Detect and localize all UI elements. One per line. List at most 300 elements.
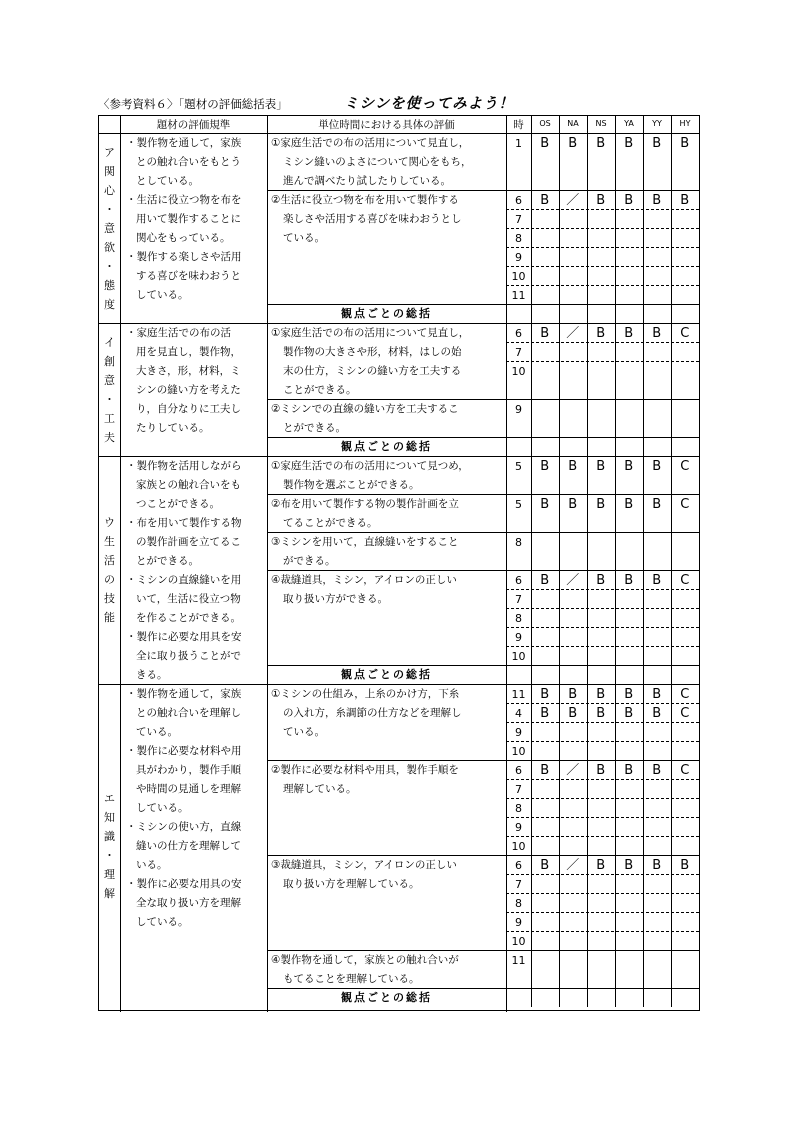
- section-label-char: 知: [104, 810, 115, 824]
- column-divider: [587, 855, 588, 950]
- grade-cell-hy: B: [680, 136, 690, 151]
- section-label-char: ・: [104, 202, 115, 216]
- grade-cell-os: B: [540, 193, 550, 208]
- grade-cell-hy: C: [680, 706, 690, 721]
- unit-eval-line: てることができる。: [283, 517, 378, 529]
- grade-cell-ns: B: [596, 326, 606, 341]
- grade-cell-ns: B: [596, 497, 606, 512]
- criteria-line: ・生活に役立つ物を布を: [126, 194, 242, 206]
- grade-cell-hy: C: [680, 763, 690, 778]
- hour-cell: 10: [511, 840, 526, 853]
- column-divider: [506, 116, 507, 1012]
- section-label-char: 意: [104, 373, 115, 387]
- unit-eval-u-3: [267, 533, 506, 571]
- column-divider: [615, 437, 616, 456]
- column-divider: [531, 399, 532, 437]
- hour-cell: 7: [515, 783, 522, 796]
- criteria-line: 大きさ，形，材料，ミ: [136, 365, 241, 377]
- grade-cell-yy: B: [652, 687, 662, 702]
- grade-cell-na: ／: [566, 573, 580, 588]
- hour-cell: 9: [515, 726, 522, 739]
- hour-cell: 8: [515, 612, 522, 625]
- header-student-ya: YA: [624, 119, 634, 128]
- unit-eval-line: 楽しさや活用する喜びを味わおうとし: [283, 213, 462, 225]
- criteria-line: 関心をもっている。: [136, 232, 231, 244]
- grade-cell-ns: B: [596, 858, 606, 873]
- section-label-char: 態: [104, 278, 115, 292]
- grade-cell-os: B: [540, 858, 550, 873]
- grade-cell-ya: B: [624, 136, 634, 151]
- column-divider: [559, 665, 560, 684]
- hour-cell: 10: [511, 745, 526, 758]
- column-divider: [587, 570, 588, 665]
- grade-cell-ya: B: [624, 497, 634, 512]
- grade-cell-ns: B: [596, 193, 606, 208]
- section-label-char: 識: [104, 829, 115, 843]
- column-divider: [615, 760, 616, 855]
- grade-cell-os: B: [540, 136, 550, 151]
- column-divider: [559, 437, 560, 456]
- column-divider: [531, 760, 532, 855]
- column-divider: [671, 532, 672, 570]
- grade-cell-yy: B: [652, 136, 662, 151]
- column-divider: [559, 684, 560, 760]
- column-divider: [615, 304, 616, 323]
- section-label-char: 理: [104, 867, 115, 881]
- column-divider: [559, 494, 560, 532]
- criteria-line: つことができる。: [136, 498, 220, 510]
- grade-cell-ya: B: [624, 687, 634, 702]
- grade-cell-hy: B: [680, 858, 690, 873]
- column-divider: [615, 494, 616, 532]
- section-label-char: 解: [104, 886, 115, 900]
- criteria-line: ・製作する楽しさや活用: [126, 251, 242, 263]
- column-divider: [559, 190, 560, 304]
- hour-cell: 9: [515, 631, 522, 644]
- grade-cell-hy: C: [680, 459, 690, 474]
- grade-cell-yy: B: [652, 858, 662, 873]
- column-divider: [643, 494, 644, 532]
- criteria-line: 用を見直し，製作物，: [136, 346, 241, 358]
- criteria-u: [120, 457, 267, 685]
- criteria-line: たりしている。: [136, 422, 210, 434]
- column-divider: [671, 190, 672, 304]
- column-divider: [671, 133, 672, 190]
- header-student-hy: HY: [679, 119, 691, 128]
- unit-eval-line: ことができる。: [283, 384, 357, 396]
- grade-cell-ya: B: [624, 193, 634, 208]
- criteria-line: いて，生活に役立つ物: [136, 593, 241, 605]
- criteria-line: ・製作に必要な用具の安: [126, 878, 242, 890]
- grade-cell-hy: C: [680, 687, 690, 702]
- hour-cell: 8: [515, 897, 522, 910]
- hour-cell: 1: [515, 137, 522, 150]
- grade-cell-yy: B: [652, 193, 662, 208]
- grade-cell-na: ／: [566, 326, 580, 341]
- hour-cell: 9: [515, 251, 522, 264]
- criteria-line: する喜びを味わおうと: [136, 270, 241, 282]
- unit-eval-line: ①家庭生活での布の活用について見つめ，: [271, 460, 469, 472]
- column-divider: [643, 532, 644, 570]
- section-label-e: [99, 789, 120, 903]
- grade-cell-os: B: [540, 573, 550, 588]
- column-divider: [587, 437, 588, 456]
- grade-cell-ya: B: [624, 326, 634, 341]
- column-divider: [643, 665, 644, 684]
- unit-eval-line: ている。: [283, 726, 325, 738]
- grade-cell-na: ／: [566, 193, 580, 208]
- grade-cell-ns: B: [596, 136, 606, 151]
- unit-eval-line: の入れ方，糸調節の仕方などを理解し: [283, 707, 462, 719]
- section-label-u: [99, 513, 120, 627]
- unit-eval-line: 理解している。: [283, 783, 357, 795]
- criteria-line: 家族との触れ合いをも: [136, 479, 241, 491]
- criteria-line: との触れ合いを理解し: [136, 707, 241, 719]
- column-divider: [671, 437, 672, 456]
- unit-eval-line: ④製作物を通して，家族との触れ合いが: [271, 954, 459, 966]
- grade-cell-ns: B: [596, 573, 606, 588]
- criteria-i: [120, 324, 267, 438]
- unit-eval-line: ている。: [283, 232, 325, 244]
- unit-eval-e-4: [267, 951, 506, 989]
- column-divider: [559, 532, 560, 570]
- criteria-line: とができる。: [136, 555, 199, 567]
- hour-cell: 6: [515, 764, 522, 777]
- criteria-line: ・布を用いて製作する物: [126, 517, 242, 529]
- grade-cell-yy: B: [652, 706, 662, 721]
- hour-cell: 9: [515, 916, 522, 929]
- hour-cell: 8: [515, 536, 522, 549]
- hour-cell: 7: [515, 346, 522, 359]
- column-divider: [671, 456, 672, 494]
- criteria-line: いる。: [136, 859, 168, 871]
- summary-row-label: 観点ごとの総括: [341, 440, 432, 453]
- document-title: 〈参考資料６〉「題材の評価総括表」: [98, 97, 288, 111]
- hour-cell: 6: [515, 574, 522, 587]
- grade-cell-yy: B: [652, 459, 662, 474]
- criteria-line: している。: [136, 916, 189, 928]
- column-divider: [643, 437, 644, 456]
- hour-cell: 4: [515, 707, 522, 720]
- column-divider: [671, 570, 672, 665]
- criteria-a: [120, 134, 267, 305]
- unit-eval-line: 取り扱い方を理解している。: [283, 878, 420, 890]
- grade-cell-na: B: [568, 706, 578, 721]
- criteria-line: や時間の見通しを理解: [136, 783, 241, 795]
- column-divider: [615, 133, 616, 190]
- section-label-i: [99, 333, 120, 447]
- unit-eval-line: ミシン縫いのよさについて関心をもち，: [283, 156, 472, 168]
- grade-cell-ya: B: [624, 573, 634, 588]
- header-student-os: OS: [539, 119, 551, 128]
- hour-cell: 5: [515, 498, 522, 511]
- hour-cell: 6: [515, 327, 522, 340]
- criteria-line: を作ることができる。: [136, 612, 241, 624]
- column-divider: [615, 456, 616, 494]
- unit-eval-line: ②製作に必要な材料や用具，製作手順を: [271, 764, 459, 776]
- criteria-line: ている。: [136, 726, 178, 738]
- summary-row-label: 観点ごとの総括: [341, 668, 432, 681]
- grade-cell-na: B: [568, 497, 578, 512]
- column-divider: [615, 950, 616, 988]
- hour-cell: 11: [511, 688, 526, 701]
- column-divider: [615, 399, 616, 437]
- grade-cell-ns: B: [596, 459, 606, 474]
- column-divider: [671, 323, 672, 399]
- unit-eval-a-1: [267, 134, 506, 191]
- hour-cell: 11: [511, 954, 526, 967]
- section-label-char: ・: [104, 848, 115, 862]
- section-label-char: 活: [104, 554, 115, 567]
- column-divider: [587, 456, 588, 494]
- column-divider: [643, 570, 644, 665]
- grade-cell-hy: C: [680, 497, 690, 512]
- criteria-line: 全な取り扱い方を理解: [136, 897, 241, 909]
- grade-cell-yy: B: [652, 326, 662, 341]
- section-label-char: 欲: [104, 240, 115, 254]
- section-label-char: の: [104, 573, 115, 586]
- grade-cell-yy: B: [652, 573, 662, 588]
- grade-cell-hy: C: [680, 326, 690, 341]
- unit-eval-e-3: [267, 856, 506, 894]
- criteria-line: 用いて製作することに: [136, 213, 241, 225]
- hour-cell: 8: [515, 802, 522, 815]
- section-label-char: 心: [104, 183, 115, 197]
- criteria-line: している。: [136, 289, 189, 301]
- section-label-char: エ: [104, 791, 115, 805]
- column-divider: [531, 532, 532, 570]
- criteria-line: ・ミシンの使い方，直線: [126, 821, 242, 833]
- grade-cell-os: B: [540, 459, 550, 474]
- column-divider: [615, 988, 616, 1007]
- hour-cell: 5: [515, 460, 522, 473]
- column-divider: [531, 988, 532, 1007]
- unit-eval-e-2: [267, 761, 506, 799]
- unit-eval-line: ②生活に役立つ物を布を用いて製作する: [271, 194, 459, 206]
- criteria-line: ・家庭生活での布の活: [126, 327, 231, 339]
- column-divider: [643, 456, 644, 494]
- column-divider: [587, 190, 588, 304]
- unit-eval-line: 製作物の大きさや形，材料，はしの始: [283, 346, 462, 358]
- unit-eval-line: 取り扱い方ができる。: [283, 593, 388, 605]
- section-label-char: 関: [104, 164, 115, 178]
- column-divider: [643, 760, 644, 855]
- criteria-line: ・製作に必要な用具を安: [126, 631, 242, 643]
- section-label-char: 工: [104, 411, 115, 425]
- hour-cell: 10: [511, 935, 526, 948]
- criteria-line: している。: [136, 802, 189, 814]
- column-divider: [615, 116, 616, 133]
- column-divider: [587, 684, 588, 760]
- column-divider: [643, 116, 644, 133]
- grade-cell-yy: B: [652, 763, 662, 778]
- hour-cell: 7: [515, 878, 522, 891]
- column-divider: [587, 323, 588, 399]
- column-divider: [559, 304, 560, 323]
- unit-eval-line: 製作物を選ぶことができる。: [283, 479, 420, 491]
- theme-title: ミシンを使ってみよう！: [344, 96, 515, 112]
- criteria-line: きる。: [136, 669, 168, 681]
- column-divider: [531, 190, 532, 304]
- unit-eval-line: とができる。: [283, 422, 346, 434]
- hour-cell: 10: [511, 650, 526, 663]
- column-divider: [531, 950, 532, 988]
- grade-cell-ya: B: [624, 763, 634, 778]
- column-divider: [587, 988, 588, 1007]
- column-divider: [615, 323, 616, 399]
- column-divider: [559, 323, 560, 399]
- column-divider: [559, 116, 560, 133]
- column-divider: [559, 456, 560, 494]
- column-divider: [643, 988, 644, 1007]
- grade-cell-os: B: [540, 706, 550, 721]
- column-divider: [587, 116, 588, 133]
- section-label-char: 能: [104, 611, 115, 624]
- grade-cell-na: B: [568, 136, 578, 151]
- grade-cell-na: ／: [566, 763, 580, 778]
- criteria-line: ・製作物を活用しながら: [126, 460, 242, 472]
- column-divider: [671, 494, 672, 532]
- criteria-line: との触れ合いをもとう: [136, 156, 241, 168]
- column-divider: [559, 950, 560, 988]
- criteria-line: ・製作物を通して，家族: [126, 137, 242, 149]
- grade-cell-ya: B: [624, 706, 634, 721]
- evaluation-summary-table: [98, 115, 700, 1011]
- unit-eval-line: ①ミシンの仕組み，上糸のかけ方，下糸: [271, 688, 460, 700]
- column-divider: [559, 399, 560, 437]
- unit-eval-i-2: [267, 400, 506, 438]
- column-divider: [671, 855, 672, 950]
- hour-cell: 10: [511, 270, 526, 283]
- grade-cell-os: B: [540, 763, 550, 778]
- criteria-line: 全に取り扱うことがで: [136, 650, 241, 662]
- column-divider: [671, 116, 672, 133]
- section-label-char: 生: [104, 535, 115, 548]
- column-divider: [531, 456, 532, 494]
- column-divider: [559, 570, 560, 665]
- column-divider: [671, 988, 672, 1007]
- column-divider: [587, 304, 588, 323]
- criteria-line: ・製作物を通して，家族: [126, 688, 242, 700]
- column-divider: [587, 532, 588, 570]
- column-divider: [643, 855, 644, 950]
- column-divider: [267, 116, 268, 1012]
- section-label-char: ア: [104, 145, 115, 159]
- header-student-ns: NS: [595, 119, 607, 128]
- section-label-char: イ: [104, 335, 115, 349]
- criteria-line: としている。: [136, 175, 199, 187]
- grade-cell-hy: B: [680, 193, 690, 208]
- unit-eval-line: ③裁縫道具，ミシン，アイロンの正しい: [271, 859, 457, 871]
- unit-eval-line: ④裁縫道具，ミシン，アイロンの正しい: [271, 574, 457, 586]
- unit-eval-line: ①家庭生活での布の活用について見直し，: [271, 327, 470, 339]
- criteria-line: ・製作に必要な材料や用: [126, 745, 242, 757]
- column-divider: [615, 532, 616, 570]
- criteria-line: り，自分なりに工夫し: [136, 403, 241, 415]
- grade-cell-na: B: [568, 687, 578, 702]
- hour-cell: 10: [511, 365, 526, 378]
- grade-cell-na: B: [568, 459, 578, 474]
- column-divider: [643, 323, 644, 399]
- column-divider: [587, 950, 588, 988]
- header-student-na: NA: [567, 119, 579, 128]
- unit-eval-line: ができる。: [283, 555, 336, 567]
- column-divider: [531, 304, 532, 323]
- section-label-char: 創: [104, 354, 115, 368]
- grade-cell-ns: B: [596, 763, 606, 778]
- column-divider: [671, 399, 672, 437]
- column-divider: [615, 665, 616, 684]
- section-label-char: ウ: [104, 516, 115, 529]
- criteria-line: ・ミシンの直線縫いを用: [126, 574, 242, 586]
- column-divider: [587, 494, 588, 532]
- criteria-e: [120, 685, 267, 932]
- summary-row-label: 観点ごとの総括: [341, 991, 432, 1004]
- column-divider: [531, 570, 532, 665]
- column-divider: [643, 190, 644, 304]
- criteria-line: の製作計画を立てるこ: [136, 536, 241, 548]
- column-divider: [587, 760, 588, 855]
- column-divider: [671, 684, 672, 760]
- section-label-char: 意: [104, 221, 115, 235]
- unit-eval-line: ①家庭生活での布の活用について見直し，: [271, 137, 470, 149]
- grade-cell-yy: B: [652, 497, 662, 512]
- hour-cell: 6: [515, 859, 522, 872]
- grade-cell-hy: C: [680, 573, 690, 588]
- column-divider: [559, 133, 560, 190]
- column-divider: [643, 304, 644, 323]
- section-label-char: 夫: [104, 430, 115, 444]
- section-label-char: 技: [104, 592, 115, 605]
- unit-eval-a-2: [267, 191, 506, 248]
- grade-cell-na: ／: [566, 858, 580, 873]
- grade-cell-ns: B: [596, 687, 606, 702]
- grade-cell-ya: B: [624, 858, 634, 873]
- column-divider: [643, 399, 644, 437]
- column-divider: [559, 988, 560, 1007]
- column-divider: [559, 760, 560, 855]
- column-divider: [587, 665, 588, 684]
- section-label-char: 度: [104, 297, 115, 311]
- column-divider: [671, 760, 672, 855]
- grade-cell-os: B: [540, 687, 550, 702]
- column-divider: [531, 323, 532, 399]
- column-divider: [643, 684, 644, 760]
- grade-cell-os: B: [540, 326, 550, 341]
- summary-row-label: 観点ごとの総括: [341, 307, 432, 320]
- unit-eval-line: 進んで調べたり試したりしている。: [283, 175, 451, 187]
- unit-eval-u-2: [267, 495, 506, 533]
- column-divider: [615, 570, 616, 665]
- column-divider: [531, 494, 532, 532]
- criteria-line: シンの縫い方を考えた: [136, 384, 241, 396]
- column-divider: [671, 665, 672, 684]
- hour-cell: 9: [515, 821, 522, 834]
- unit-eval-u-4: [267, 571, 506, 609]
- column-divider: [531, 133, 532, 190]
- column-divider: [643, 950, 644, 988]
- criteria-line: 縫いの仕方を理解して: [136, 840, 241, 852]
- header-criteria: 題材の評価規準: [156, 119, 231, 131]
- column-divider: [587, 399, 588, 437]
- section-label-char: ・: [104, 392, 115, 406]
- column-divider: [587, 133, 588, 190]
- column-divider: [643, 133, 644, 190]
- hour-cell: 7: [515, 213, 522, 226]
- hour-cell: 9: [515, 403, 522, 416]
- unit-eval-e-1: [267, 685, 506, 742]
- unit-eval-line: ②ミシンでの直線の縫い方を工夫するこ: [271, 403, 459, 415]
